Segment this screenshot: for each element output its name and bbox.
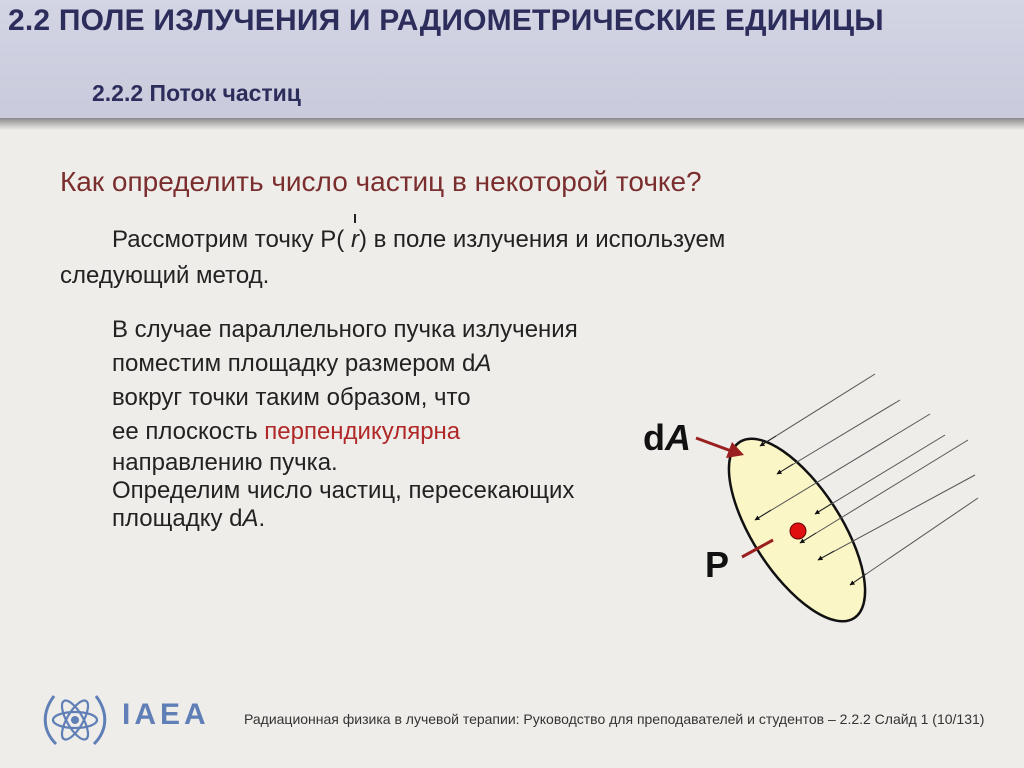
var-a: A (242, 505, 259, 532)
method-line-7 (112, 505, 578, 533)
paragraph-1-line-2: следующий метод. (60, 262, 270, 289)
method-line-2-text: поместим площадку размером d (112, 350, 476, 377)
da-label-d: d (643, 417, 665, 458)
method-line-3: вокруг точки таким образом, что (112, 384, 471, 411)
r-vector (351, 226, 359, 254)
method-line-5: направлению пучка. (112, 449, 338, 476)
logo-nucleus (71, 716, 79, 724)
da-pointer-arrow (696, 438, 734, 452)
method-line-2 (112, 347, 578, 381)
header-shadow (0, 118, 1024, 130)
method-line-6: Определим число частиц, пересекающих (112, 477, 575, 504)
method-line-4-text: ее плоскость (112, 418, 265, 445)
footer-caption: Радиационная физика в лучевой терапии: Руководство для преподавателей и студентов – 2.2.2 Слайд 1 (10/131) (244, 711, 985, 727)
method-description (112, 313, 578, 533)
iaea-wordmark: IAEA (122, 698, 210, 731)
perpendicular-highlight: перпендикулярна (264, 418, 461, 445)
method-line-7-text: площадку d (112, 505, 243, 532)
beam-line (760, 374, 875, 446)
beam-line (850, 498, 978, 585)
paragraph-1-line-1 (112, 226, 725, 254)
beam-line (777, 400, 900, 474)
logo-laurel-left (45, 696, 56, 744)
method-line-4 (112, 415, 578, 449)
r-vector-letter: r (350, 226, 359, 253)
slide-title: 2.2 ПОЛЕ ИЗЛУЧЕНИЯ И РАДИОМЕТРИЧЕСКИЕ ЕДИНИЦЫ (8, 4, 884, 37)
da-label (643, 417, 691, 458)
iaea-logo (40, 684, 110, 754)
logo-laurel-right (94, 696, 105, 744)
p-label: P (705, 544, 730, 585)
para1-text-a: Рассмотрим точку P( (112, 226, 351, 253)
da-label-a: A (665, 417, 691, 458)
point-p (790, 523, 806, 539)
method-line-7-end: . (258, 505, 266, 532)
question-heading: Как определить число частиц в некоторой точке? (60, 166, 702, 197)
method-line-1: В случае параллельного пучка излучения (112, 316, 578, 343)
section-title: 2.2.2 Поток частиц (92, 80, 301, 106)
var-a: A (475, 350, 492, 377)
vector-mark (354, 214, 356, 223)
para1-text-b: ) в поле излучения и используем (358, 226, 726, 253)
particle-beam-diagram (600, 360, 1000, 660)
